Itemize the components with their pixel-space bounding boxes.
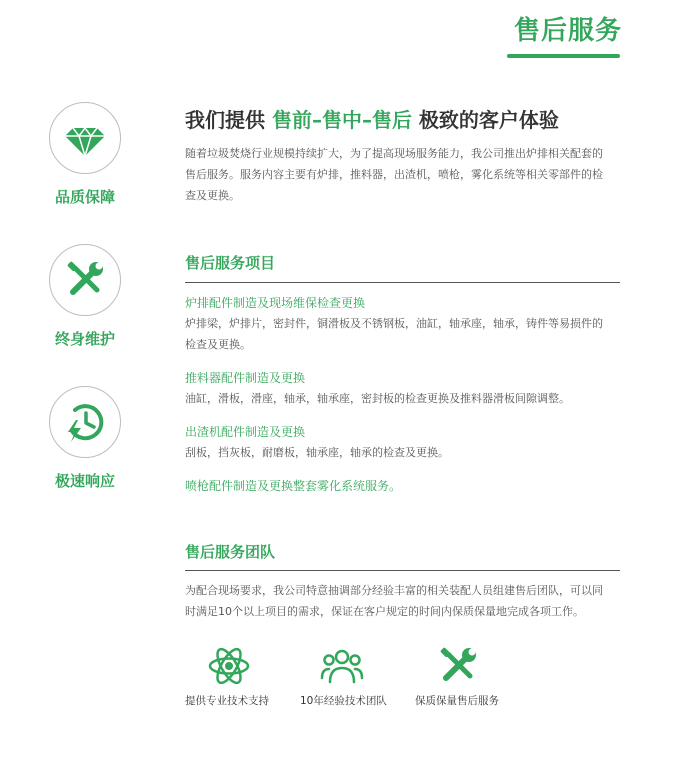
project-title: 炉排配件制造及现场维保检查更换 — [185, 296, 366, 310]
headline-post: 极致的客户体验 — [411, 108, 559, 132]
project-desc — [185, 313, 621, 355]
section-title-team: 售后服务团队 — [185, 543, 276, 561]
title-underline — [507, 54, 620, 58]
project-desc — [185, 442, 621, 463]
team-feature-label: 提供专业技术支持 — [185, 695, 269, 707]
team-feature-label: 10年经验技术团队 — [300, 695, 387, 707]
response-badge — [49, 386, 121, 458]
team-feature-quality — [436, 644, 480, 692]
quality-badge — [49, 102, 121, 174]
intro-paragraph — [185, 143, 621, 206]
team-icon — [320, 644, 364, 688]
project-desc-line: 刮板，挡灰板，耐磨板，轴承座，轴承的检查及更换。 — [185, 446, 449, 459]
team-feature-label: 保质保量售后服务 — [415, 695, 499, 707]
team-line: 时满足10个以上项目的需求，保证在客户规定的时间内保质保量地完成各项工作。 — [185, 605, 584, 618]
project-title: 推料器配件制造及更换 — [185, 371, 306, 385]
intro-line: 售后服务。服务内容主要有炉排，推料器，出渣机，喷枪，雾化系统等相关零部件的检 — [185, 168, 603, 181]
section-title-projects: 售后服务项目 — [185, 254, 276, 272]
headline-pre: 我们提供 — [185, 108, 272, 132]
tools-icon — [63, 258, 107, 302]
badge-label-maintenance: 终身维护 — [54, 330, 115, 348]
team-line: 为配合现场要求，我公司特意抽调部分经验丰富的相关装配人员组建售后团队，可以同 — [185, 584, 603, 597]
project-desc-line: 油缸，滑板，滑座，轴承，轴承座，密封板的检查更换及推料器滑板间隙调整。 — [185, 392, 570, 405]
tools-icon — [436, 644, 480, 688]
headline-highlight: 售前–售中–售后 — [271, 108, 412, 132]
intro-line: 查及更换。 — [185, 189, 240, 202]
team-paragraph — [185, 580, 621, 622]
project-title: 喷枪配件制造及更换整套雾化系统服务。 — [185, 479, 402, 493]
badge-label-quality: 品质保障 — [54, 188, 115, 206]
diamond-icon — [63, 116, 107, 160]
fast-clock-icon — [63, 400, 107, 444]
headline — [185, 104, 559, 133]
maintenance-badge — [49, 244, 121, 316]
project-title: 出渣机配件制造及更换 — [185, 425, 306, 439]
section-divider — [185, 570, 620, 571]
atom-icon — [207, 644, 251, 688]
page-title: 售后服务 — [514, 16, 623, 46]
project-desc-line: 检查及更换。 — [185, 338, 251, 351]
intro-line: 随着垃圾焚烧行业规模持续扩大，为了提高现场服务能力，我公司推出炉排相关配套的 — [185, 147, 603, 160]
project-desc — [185, 388, 621, 409]
team-feature-support — [207, 644, 251, 692]
team-feature-experience — [320, 644, 364, 692]
badge-label-response: 极速响应 — [54, 472, 115, 490]
section-divider — [185, 282, 620, 283]
project-desc-line: 炉排梁，炉排片，密封件，铜滑板及不锈钢板，油缸，轴承座，轴承，铸件等易损件的 — [185, 317, 603, 330]
